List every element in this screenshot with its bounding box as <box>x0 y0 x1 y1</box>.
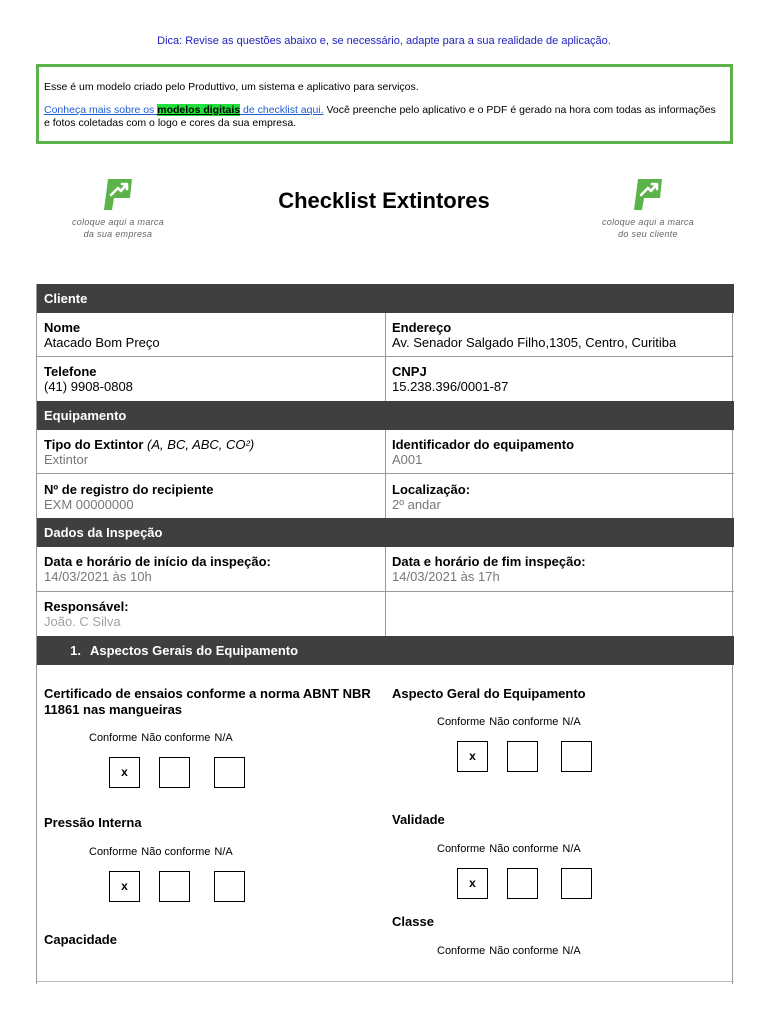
option-conforme-label: Conforme <box>437 843 486 855</box>
field-label: Data e horário de início da inspeção: <box>44 554 271 569</box>
company-logo-caption-2: da sua empresa <box>83 229 153 239</box>
checkbox-na[interactable] <box>214 871 245 902</box>
promo-body <box>44 104 724 130</box>
field-localizacao <box>392 482 470 512</box>
column-divider <box>385 430 386 518</box>
options-row <box>89 732 237 744</box>
option-conforme-label: Conforme <box>437 945 486 957</box>
field-responsavel <box>44 599 129 629</box>
row-divider <box>37 473 734 474</box>
field-value: EXM 00000000 <box>44 497 134 512</box>
checkbox-na[interactable] <box>561 868 592 899</box>
options-row <box>89 846 237 858</box>
column-divider <box>385 313 386 401</box>
row-divider <box>37 591 734 592</box>
section-header-aspectos: 1. Aspectos Gerais do Equipamento <box>37 636 734 665</box>
field-label: Nº de registro do recipiente <box>44 482 214 497</box>
question-capacidade: Capacidade <box>44 932 117 947</box>
option-na-label: N/A <box>214 846 233 858</box>
field-value: 15.238.396/0001-87 <box>392 379 509 394</box>
field-tipo-extintor <box>44 437 254 467</box>
question-classe: Classe <box>392 914 434 929</box>
field-inicio-inspecao <box>44 554 271 584</box>
field-value: João. C Silva <box>44 614 121 629</box>
promo-box <box>36 64 733 144</box>
promo-highlight: modelos digitais <box>157 104 241 116</box>
section-header-cliente: Cliente <box>37 284 734 313</box>
client-logo-placeholder <box>573 176 723 240</box>
field-value: (41) 9908-0808 <box>44 379 133 394</box>
field-value: 14/03/2021 às 17h <box>392 569 500 584</box>
promo-intro: Esse é um modelo criado pelo Produttivo, um sistema e aplicativo para serviços. <box>44 81 419 93</box>
field-endereco <box>392 320 676 350</box>
checkbox-na[interactable] <box>214 757 245 788</box>
question-validade: Validade <box>392 812 445 827</box>
option-nao-conforme-label: Não conforme <box>489 716 559 728</box>
field-value: Atacado Bom Preço <box>44 335 160 350</box>
field-label: Telefone <box>44 364 97 379</box>
client-logo-caption-2: do seu cliente <box>618 229 678 239</box>
field-label: Identificador do equipamento <box>392 437 575 452</box>
field-label: CNPJ <box>392 364 427 379</box>
checkbox-nao-conforme[interactable] <box>159 871 190 902</box>
field-label: Data e horário de fim inspeção: <box>392 554 586 569</box>
field-label: Localização: <box>392 482 471 497</box>
option-nao-conforme-label: Não conforme <box>141 846 211 858</box>
field-cnpj <box>392 364 508 394</box>
produttivo-logo-icon <box>630 176 666 212</box>
page-title: Checklist Extintores <box>278 188 490 213</box>
option-conforme-label: Conforme <box>89 846 138 858</box>
field-nome <box>44 320 160 350</box>
field-fim-inspecao <box>392 554 586 584</box>
field-label: Endereço <box>392 320 452 335</box>
option-na-label: N/A <box>214 732 233 744</box>
option-nao-conforme-label: Não conforme <box>141 732 211 744</box>
field-label: Nome <box>44 320 81 335</box>
field-value: 14/03/2021 às 10h <box>44 569 152 584</box>
field-registro <box>44 482 213 512</box>
option-na-label: N/A <box>562 716 581 728</box>
checkbox-conforme[interactable]: x <box>457 741 488 772</box>
checkbox-nao-conforme[interactable] <box>159 757 190 788</box>
checkbox-conforme[interactable]: x <box>109 757 140 788</box>
company-logo-caption-1: coloque aqui a marca <box>71 217 165 227</box>
tip-text: Dica: Revise as questões abaixo e, se necessário, adapte para a sua realidade de aplicação. <box>157 35 611 47</box>
client-logo-caption-1: coloque aqui a marca <box>601 217 695 227</box>
checklist-table <box>36 284 733 984</box>
option-conforme-label: Conforme <box>89 732 138 744</box>
options-row <box>437 716 585 728</box>
option-na-label: N/A <box>562 843 581 855</box>
field-value: Av. Senador Salgado Filho,1305, Centro, Curitiba <box>392 335 677 350</box>
section-header-equipamento: Equipamento <box>37 401 734 430</box>
row-divider <box>37 356 734 357</box>
table-bottom-edge <box>37 981 734 982</box>
promo-rest: Você preenche pelo aplicativo e o PDF é gerado na hora com todas as informações e fotos coletadas com o logo e cores da sua empresa. <box>44 104 716 129</box>
question-aspecto-geral: Aspecto Geral do Equipamento <box>392 686 586 701</box>
option-na-label: N/A <box>562 945 581 957</box>
field-label: Responsável: <box>44 599 129 614</box>
checkbox-conforme[interactable]: x <box>109 871 140 902</box>
question-certificado: Certificado de ensaios conforme a norma ABNT NBR 11861 nas mangueiras <box>44 686 371 717</box>
options-row <box>437 843 585 855</box>
company-logo-placeholder <box>43 176 193 240</box>
question-pressao-interna: Pressão Interna <box>44 815 142 830</box>
checkbox-nao-conforme[interactable] <box>507 741 538 772</box>
checkbox-nao-conforme[interactable] <box>507 868 538 899</box>
field-identificador <box>392 437 574 467</box>
field-value: Extintor <box>44 452 89 467</box>
checkbox-conforme[interactable]: x <box>457 868 488 899</box>
field-telefone <box>44 364 133 394</box>
option-nao-conforme-label: Não conforme <box>489 843 559 855</box>
options-row <box>437 945 585 957</box>
option-nao-conforme-label: Não conforme <box>489 945 559 957</box>
field-value: 2º andar <box>392 497 441 512</box>
checkbox-na[interactable] <box>561 741 592 772</box>
promo-link[interactable]: Conheça mais sobre os modelos digitais de checklist aqui. <box>44 104 324 116</box>
section-header-inspecao: Dados da Inspeção <box>37 518 734 547</box>
field-label: Tipo do Extintor (A, BC, ABC, CO²) <box>44 437 255 452</box>
option-conforme-label: Conforme <box>437 716 486 728</box>
field-value: A001 <box>392 452 423 467</box>
produttivo-logo-icon <box>100 176 136 212</box>
